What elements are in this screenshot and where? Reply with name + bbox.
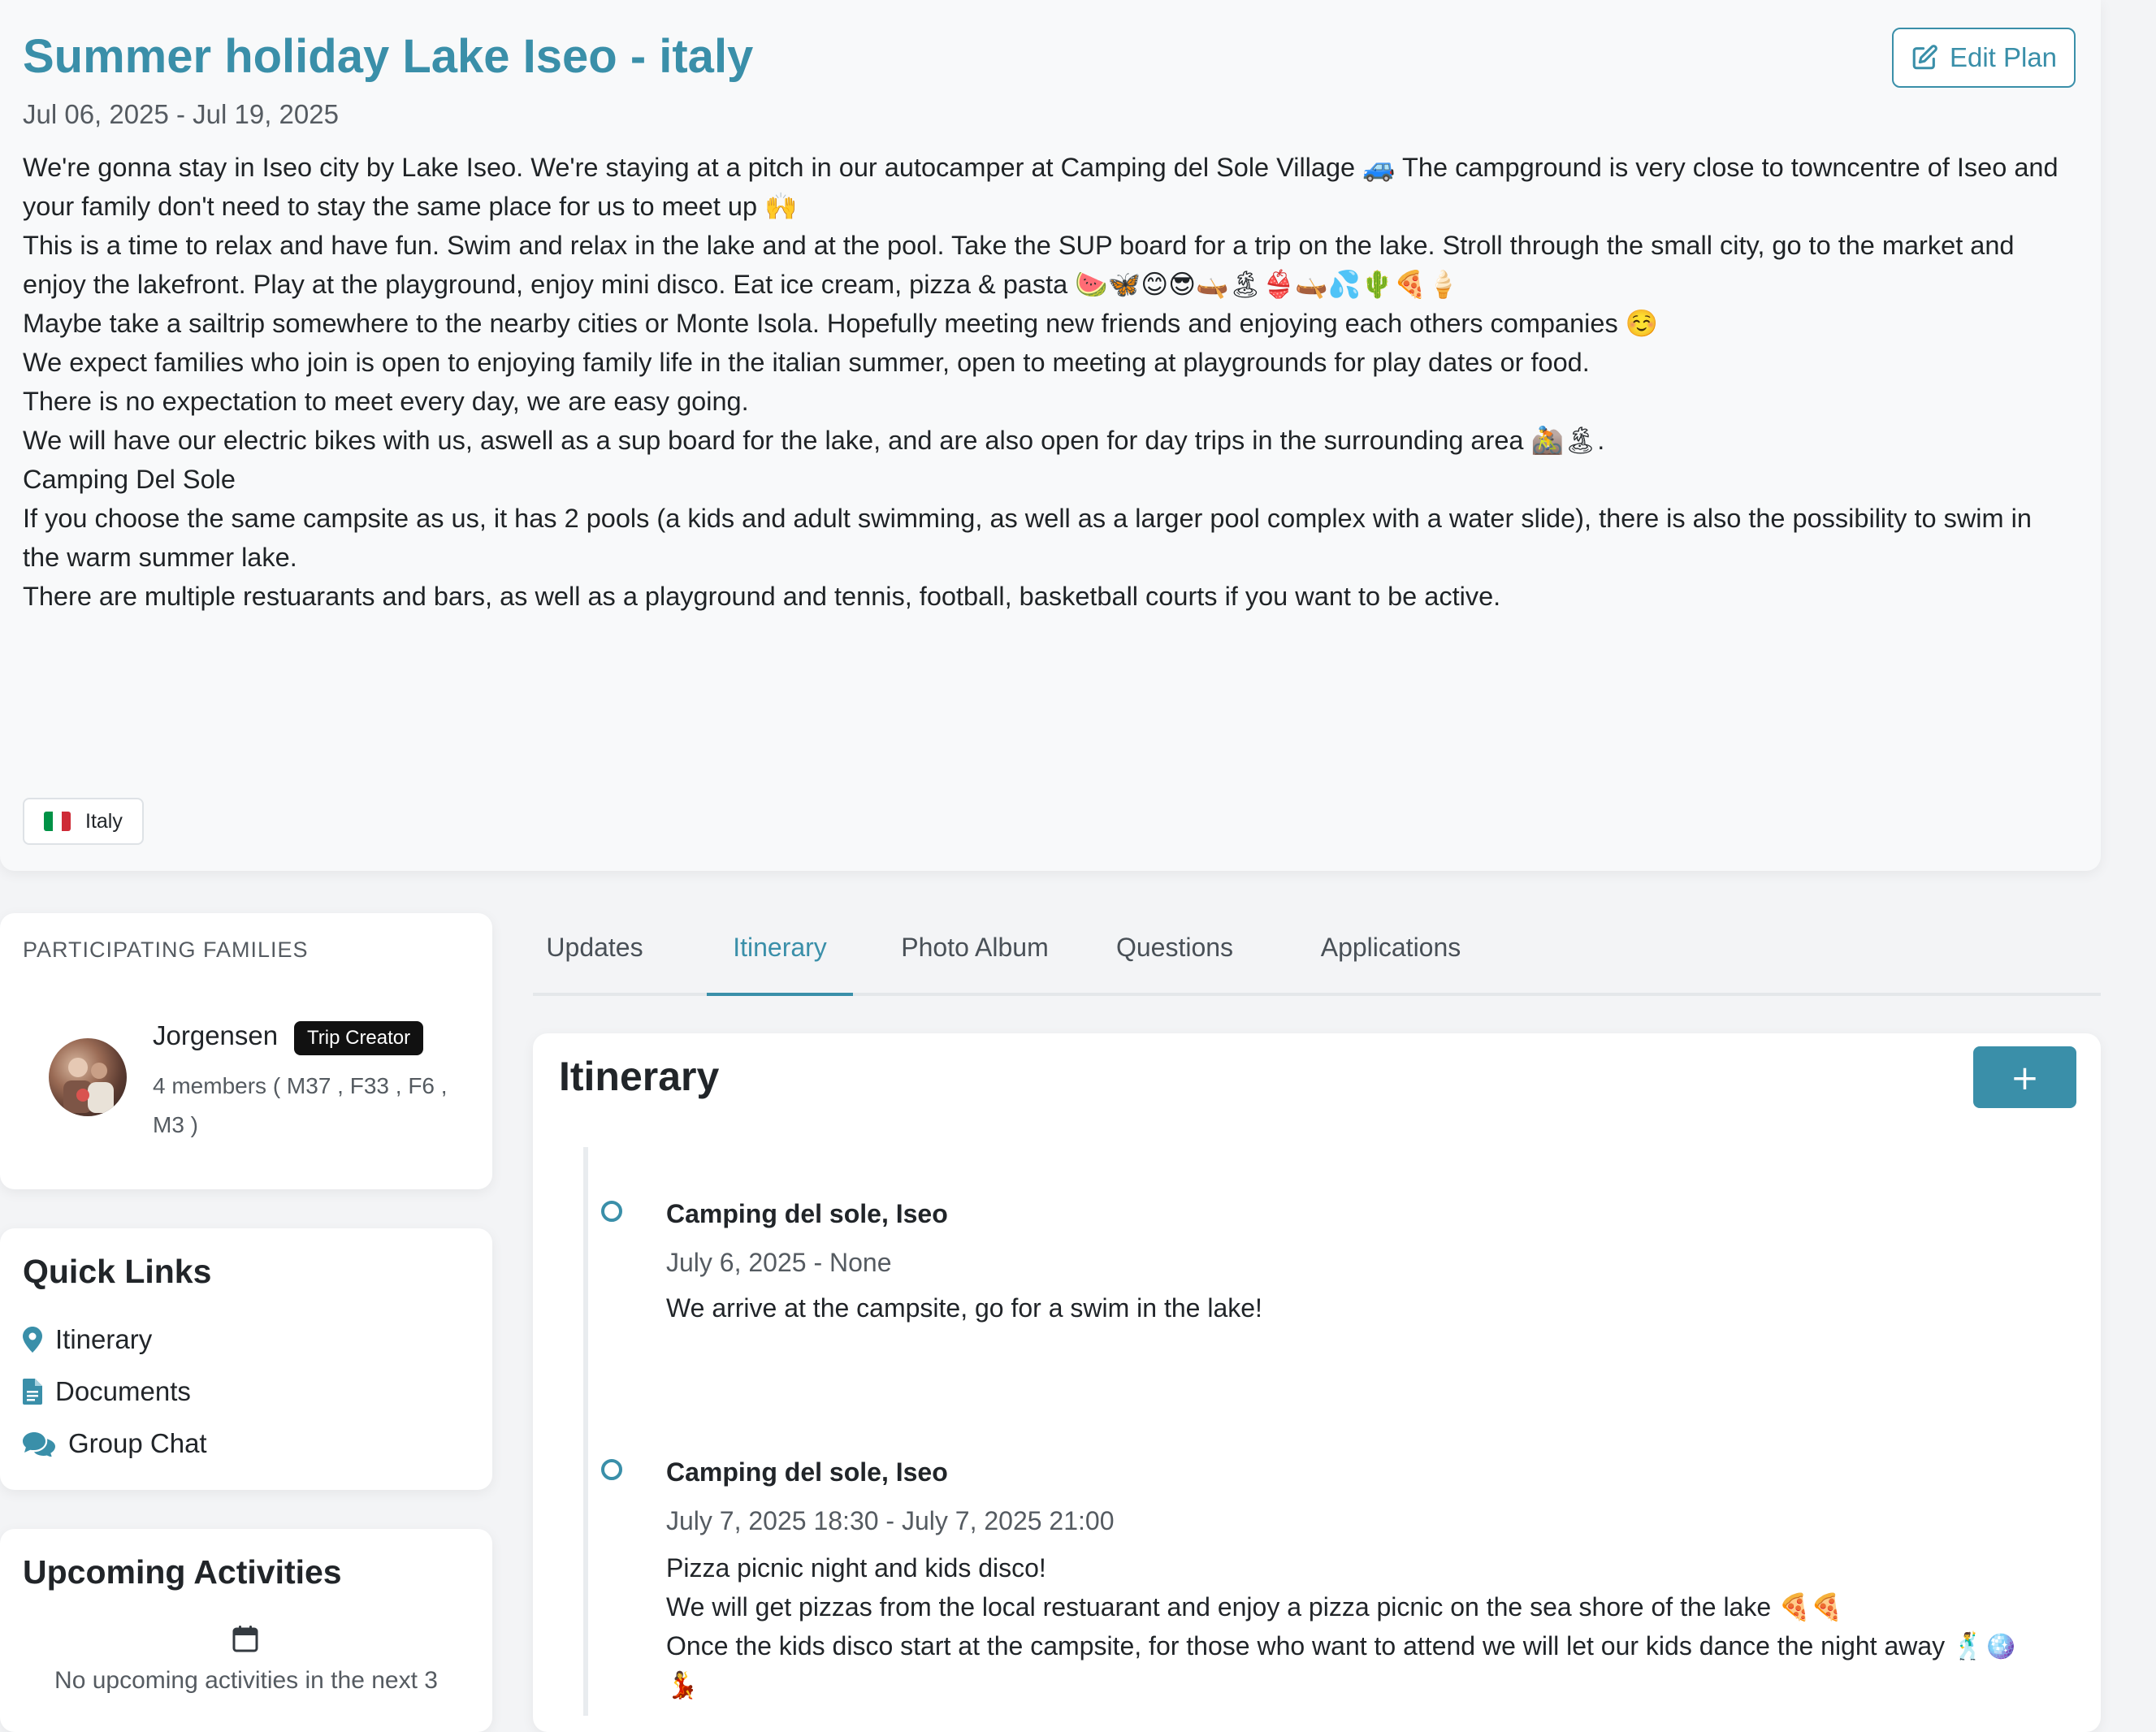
description-line: If you choose the same campsite as us, it has 2 pools (a kids and adult swimming, as well as a larger pool complex with a water slide), there is also the possibility to swim in the warm summer lake. — [23, 504, 2039, 572]
italy-flag-icon — [44, 812, 71, 831]
quick-link-label: Group Chat — [68, 1428, 207, 1458]
edit-plan-label: Edit Plan — [1949, 42, 2058, 72]
itinerary-entry-time: July 7, 2025 18:30 - July 7, 2025 21:00 — [666, 1506, 1115, 1535]
itinerary-description-line: Pizza picnic night and kids disco! — [666, 1553, 1046, 1583]
itinerary-description-line: We arrive at the campsite, go for a swim in the lake! — [666, 1293, 1262, 1323]
itinerary-entry-description — [666, 1288, 2047, 1327]
country-label: Italy — [85, 809, 123, 833]
tab-applications[interactable]: Applications — [1320, 932, 1461, 962]
timeline-dot — [601, 1459, 622, 1480]
upcoming-activities-heading: Upcoming Activities — [23, 1553, 342, 1591]
itinerary-description-line: Once the kids disco start at the campsite, for those who want to attend we will let our kids dance the night away 🕺🪩💃 — [666, 1631, 2017, 1700]
description-line: We will have our electric bikes with us, aswell as a sup board for the lake, and are also open for day trips in the surrounding area 🚵🏝. — [23, 426, 1605, 455]
quick-link-documents[interactable] — [23, 1376, 191, 1407]
quick-link-itinerary[interactable] — [23, 1324, 152, 1355]
itinerary-entry-time: July 6, 2025 - None — [666, 1248, 892, 1277]
families-heading: PARTICIPATING FAMILIES — [23, 937, 309, 962]
timeline-line — [583, 1147, 588, 1716]
description-line: Maybe take a sailtrip somewhere to the nearby cities or Monte Isola. Hopefully meeting new friends and enjoying each others companies ☺️ — [23, 309, 1659, 338]
edit-icon — [1911, 44, 1938, 71]
description-line: There are multiple restuarants and bars, as well as a playground and tennis, football, basketball courts if you want to be active. — [23, 582, 1501, 611]
country-chip[interactable] — [23, 798, 144, 845]
quick-link-label: Itinerary — [55, 1324, 153, 1354]
quick-link-label: Documents — [55, 1376, 191, 1406]
calendar-icon — [232, 1625, 258, 1652]
timeline-dot — [601, 1201, 622, 1222]
family-photo — [49, 1038, 127, 1116]
add-itinerary-button[interactable]: + — [1973, 1046, 2076, 1108]
quick-links-heading: Quick Links — [23, 1253, 212, 1290]
description-line: This is a time to relax and have fun. Swim and relax in the lake and at the pool. Take the SUP board for a trip on the lake. Stroll through the small city, go to the market and enjoy the lakefront. Play at the playground, enjoy mini disco. Eat ice cream, pizza & pasta 🍉🦋😊😎🛶🏝👙🛶💦🌵🍕🍦 — [23, 231, 2022, 299]
itinerary-heading: Itinerary — [559, 1054, 720, 1099]
edit-plan-button[interactable] — [1892, 28, 2076, 88]
trip-creator-badge: Trip Creator — [294, 1021, 423, 1055]
description-line: We're gonna stay in Iseo city by Lake Iseo. We're staying at a pitch in our autocamper at Camping del Sole Village 🚙 The campground is very close to towncentre of Iseo and your family don't need to stay the same place for us to meet up 🙌 — [23, 153, 2066, 221]
itinerary-entry-title[interactable]: Camping del sole, Iseo — [666, 1457, 948, 1487]
map-pin-icon — [23, 1327, 42, 1353]
tab-questions[interactable]: Questions — [1115, 932, 1234, 962]
avatar[interactable] — [49, 1038, 127, 1116]
family-members: 4 members ( M37 , F33 , F6 , M3 ) — [153, 1073, 448, 1137]
tab-updates[interactable]: Updates — [546, 932, 643, 962]
chat-icon — [23, 1431, 55, 1457]
itinerary-entry-title[interactable]: Camping del sole, Iseo — [666, 1199, 948, 1228]
description-line: Camping Del Sole — [23, 465, 236, 494]
trip-description — [23, 148, 2070, 616]
quick-link-group-chat[interactable] — [23, 1428, 207, 1459]
page-title: Summer holiday Lake Iseo - italy — [23, 30, 754, 83]
description-line: There is no expectation to meet every day, we are easy going. — [23, 387, 749, 416]
itinerary-description-line: We will get pizzas from the local restuarant and enjoy a pizza picnic on the sea shore of the lake 🍕🍕 — [666, 1592, 1843, 1622]
tab-bar — [533, 902, 2101, 996]
itinerary-entry-description — [666, 1548, 2047, 1704]
trip-date-range: Jul 06, 2025 - Jul 19, 2025 — [23, 99, 339, 129]
family-name[interactable]: Jorgensen — [153, 1020, 279, 1050]
description-line: We expect families who join is open to enjoying family life in the italian summer, open to meeting at playgrounds for play dates or food. — [23, 348, 1590, 377]
no-upcoming-text: No upcoming activities in the next 3 — [54, 1667, 438, 1694]
tab-photo-album[interactable]: Photo Album — [901, 932, 1049, 962]
tab-itinerary[interactable]: Itinerary — [707, 902, 853, 996]
document-icon — [23, 1379, 42, 1405]
